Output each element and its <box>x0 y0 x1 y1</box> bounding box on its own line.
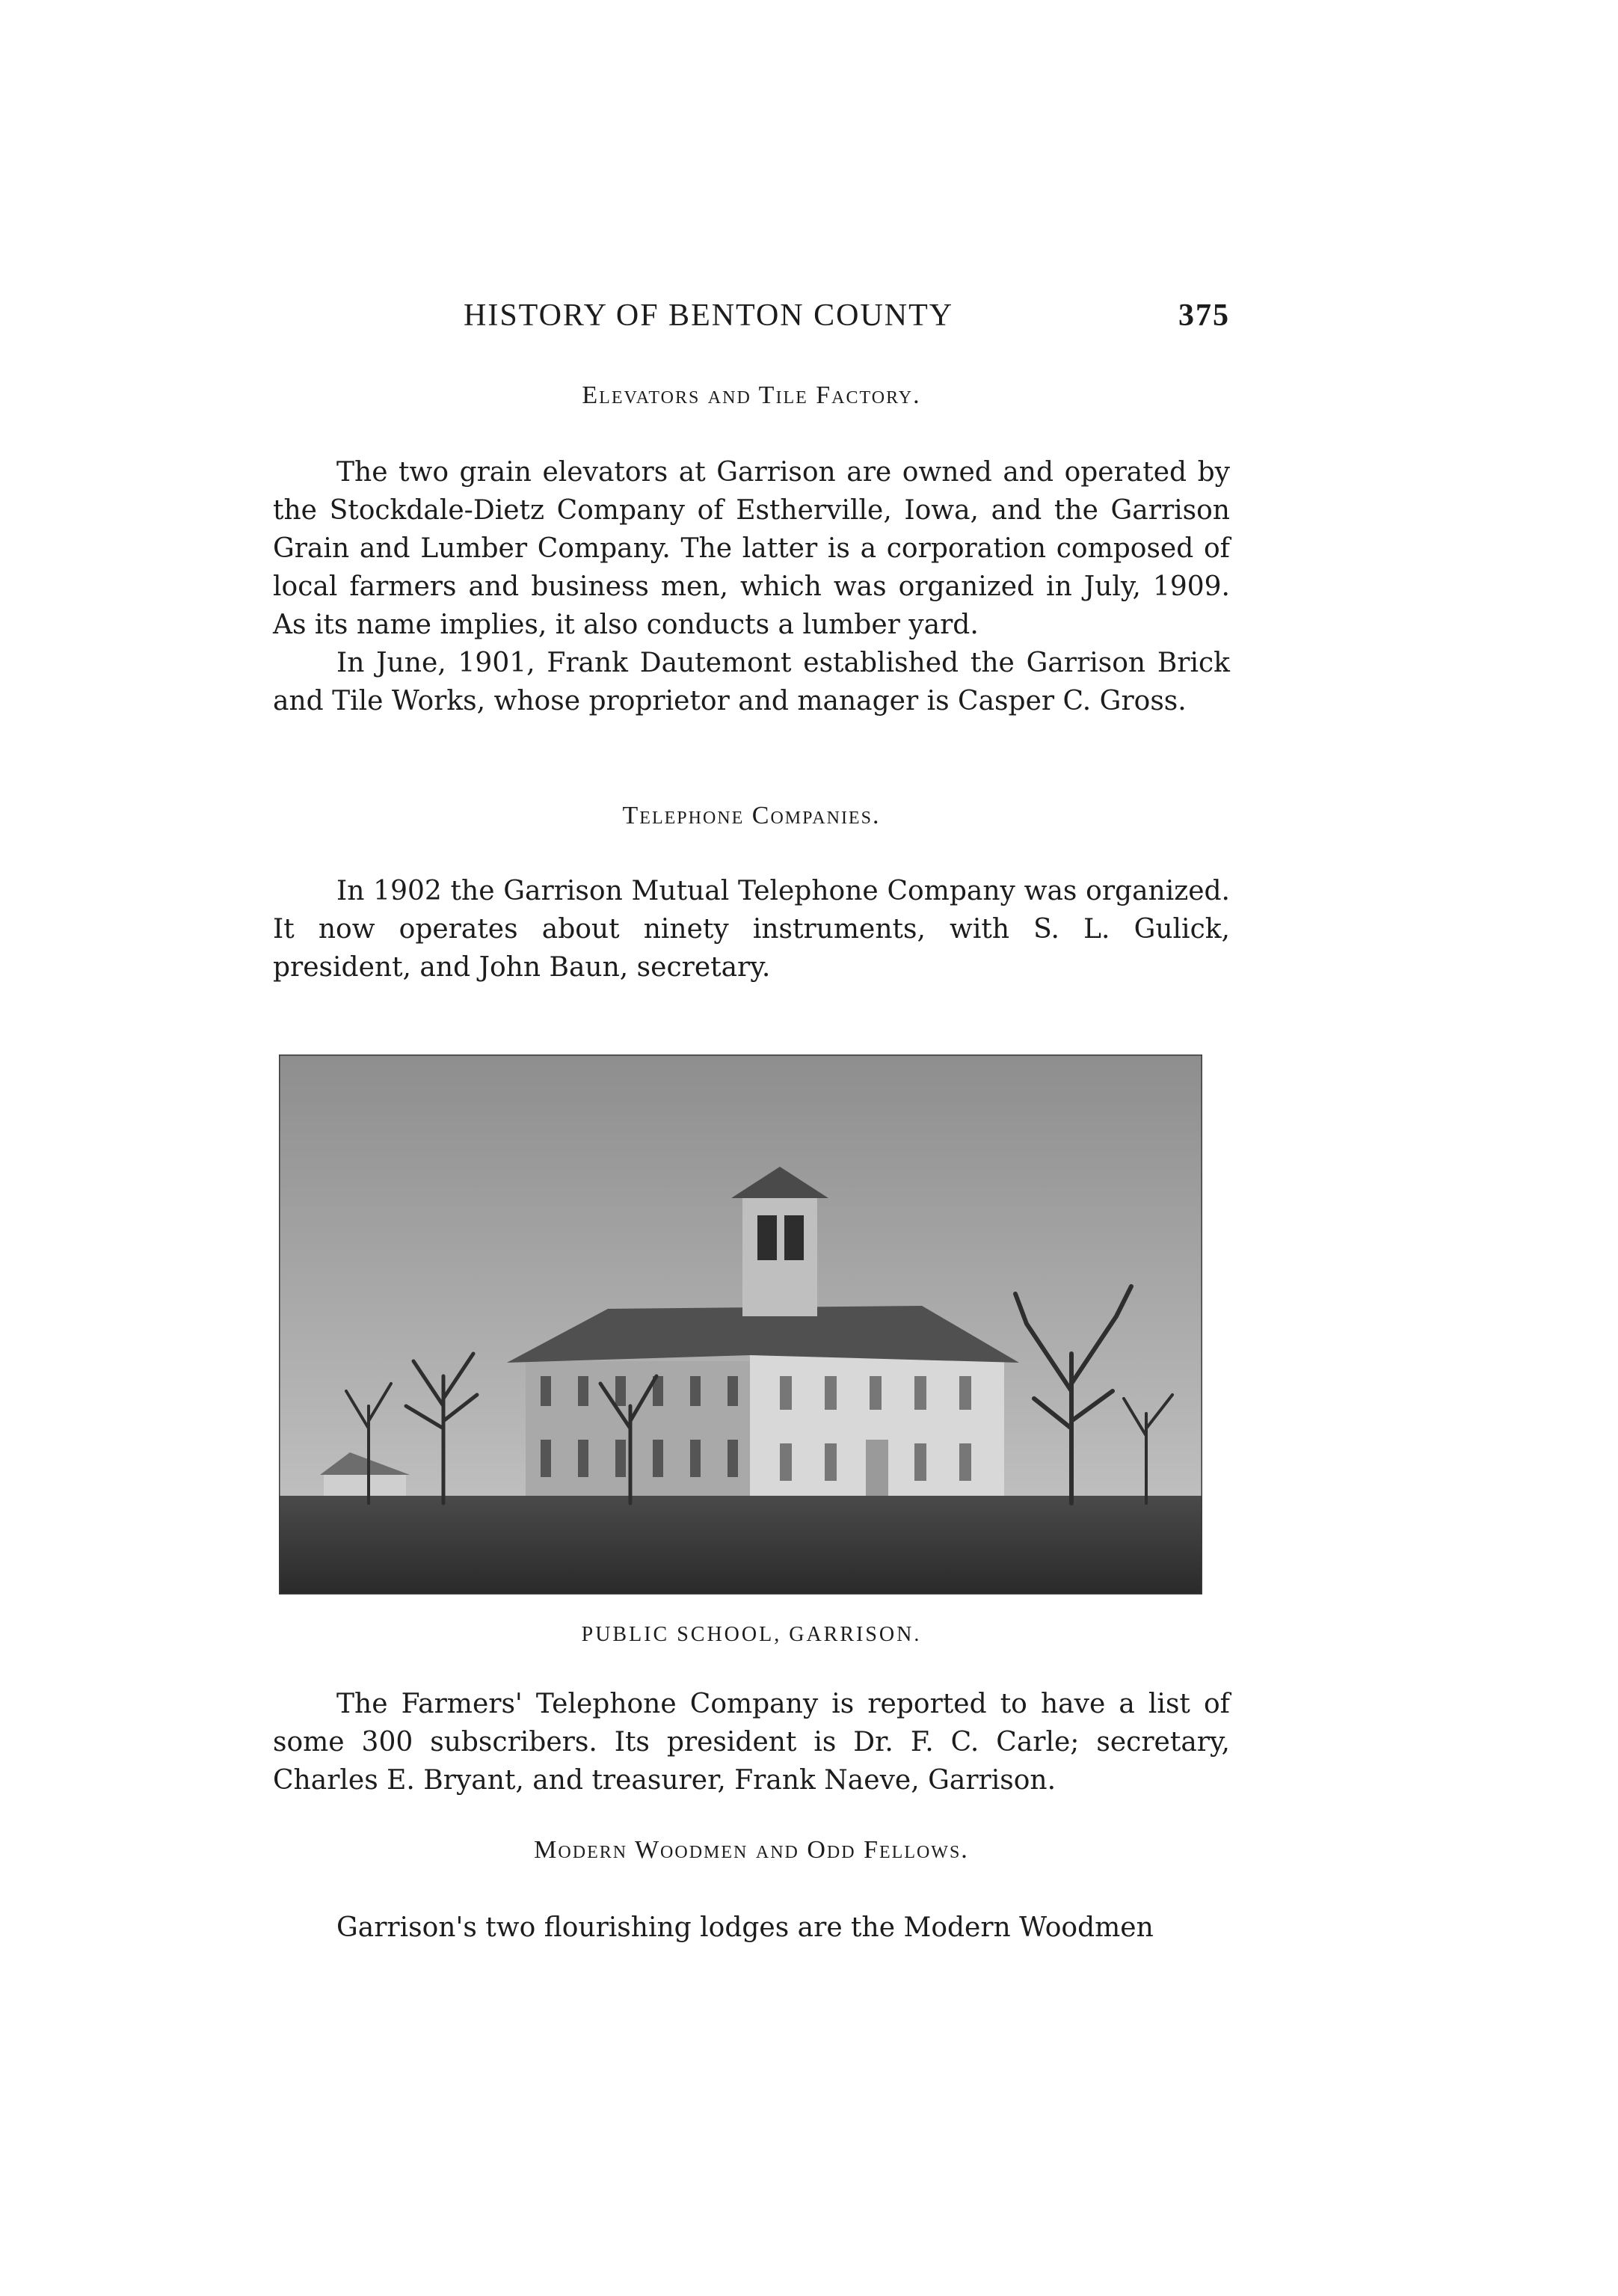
paragraph-farmers-telephone: The Farmers' Telephone Company is reported to have a list of some 300 subscribers. Its president is Dr. F. C. Carle; secretary, Charles E. Bryant, and treasurer, Frank Naeve, Garrison. <box>273 1689 1230 1796</box>
page-number: 375 <box>1178 298 1230 333</box>
school-building-image <box>279 1055 1202 1594</box>
section-heading-elevators: Elevators and Tile Factory. <box>582 381 921 409</box>
section-heading-lodges: Modern Woodmen and Odd Fellows. <box>534 1836 969 1864</box>
paragraph-lodges: Garrison's two flourishing lodges are the Modern Woodmen <box>336 1912 1154 1943</box>
school-photograph <box>279 1055 1202 1594</box>
running-head-title: HISTORY OF BENTON COUNTY <box>464 298 954 333</box>
section-heading-telephone: Telephone Companies. <box>622 802 881 829</box>
photo-caption: PUBLIC SCHOOL, GARRISON. <box>581 1623 922 1646</box>
paragraph-elevators: The two grain elevators at Garrison are owned and operated by the Stockdale-Dietz Company of Estherville, Iowa, and the Garrison Grain and Lumber Company. The latter is a corporation composed of local farmers and business men, which was organized in July, 1909. As its name implies, it also conducts a lumber yard. <box>273 457 1230 640</box>
paragraph-mutual-telephone: In 1902 the Garrison Mutual Telephone Company was organized. It now operates about ninety instruments, with S. L. Gulick, president, and John Baun, secretary. <box>273 876 1230 983</box>
paragraph-tile-works: In June, 1901, Frank Dautemont established the Garrison Brick and Tile Works, whose proprietor and manager is Casper C. Gross. <box>273 648 1230 716</box>
